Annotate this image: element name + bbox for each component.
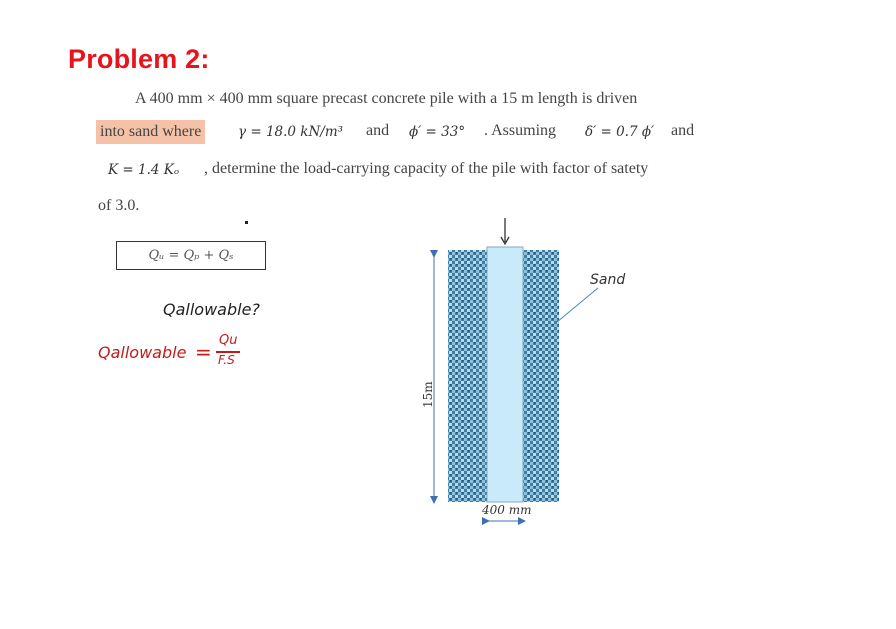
problem-line-3: , determine the load-carrying capacity of the pile with factor of satety bbox=[204, 160, 649, 177]
q-allowable-lhs: Qallowable bbox=[98, 343, 187, 362]
problem-line-1: A 400 mm × 400 mm square precast concrete pile with a 15 m length is driven bbox=[135, 90, 638, 107]
problem-line-4: of 3.0. bbox=[98, 197, 140, 214]
assuming-text: . Assuming bbox=[484, 122, 557, 139]
capacity-formula-box: Qᵤ = Qₚ + Qₛ bbox=[116, 241, 266, 270]
length-label: 15m bbox=[421, 381, 435, 408]
gamma-value: γ = 18.0 kN/m³ bbox=[238, 124, 344, 140]
phi-expression: ϕ′ = 33° bbox=[409, 124, 466, 140]
pile-diagram bbox=[410, 210, 650, 535]
gamma-expression bbox=[238, 124, 343, 140]
q-allowable-question: Qallowable? bbox=[163, 300, 260, 319]
sand-label: Sand bbox=[590, 272, 626, 288]
fraction-denominator: F.S bbox=[218, 353, 235, 367]
pile bbox=[487, 247, 523, 502]
equals-sign: = bbox=[195, 340, 212, 364]
sand-leader bbox=[557, 288, 598, 322]
k-expression: K = 1.4 Kₒ bbox=[108, 162, 180, 178]
and-text-1: and bbox=[366, 122, 390, 139]
problem-title: Problem 2: bbox=[68, 44, 210, 74]
delta-expression: δ′ = 0.7 ϕ′ bbox=[585, 124, 655, 140]
highlighted-text: into sand where bbox=[96, 120, 205, 144]
and-text-2: and bbox=[671, 122, 695, 139]
fraction-numerator: Qu bbox=[219, 333, 238, 348]
soil-left bbox=[448, 250, 488, 502]
width-label: 400 mm bbox=[482, 503, 532, 517]
soil-right bbox=[522, 250, 559, 502]
stray-dot bbox=[245, 221, 248, 224]
